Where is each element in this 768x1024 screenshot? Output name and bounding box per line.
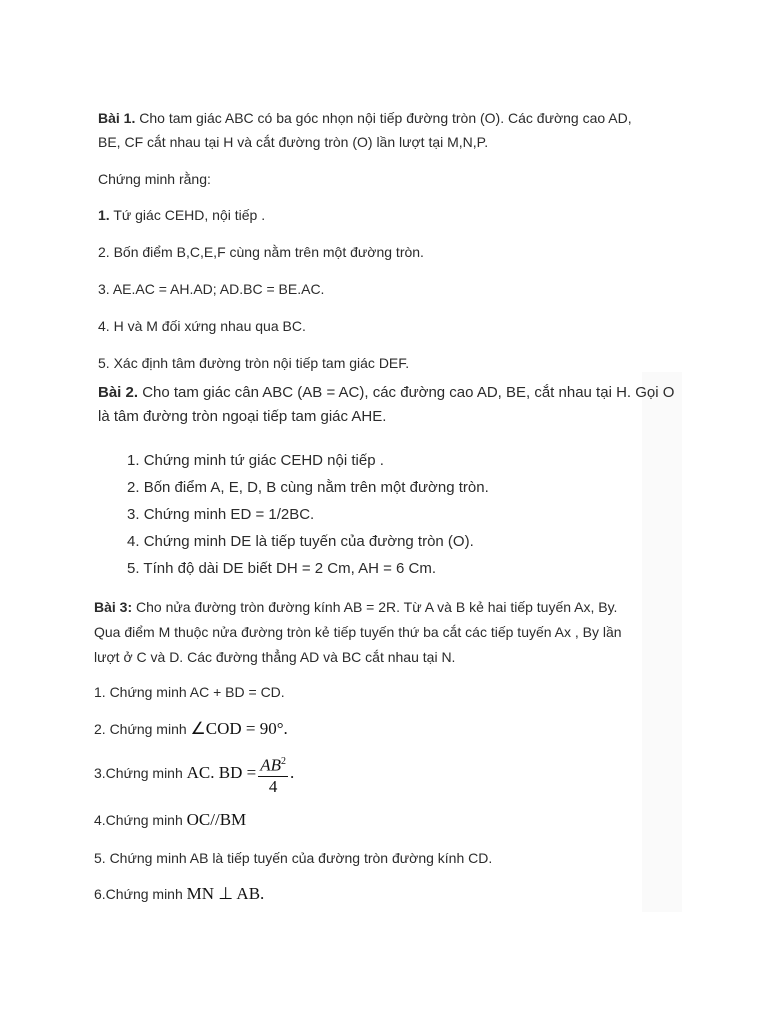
bai1-intro-line1: Cho tam giác ABC có ba góc nhọn nội tiếp đường tròn (O). Các đường cao AD, [139, 110, 632, 126]
bai2-list [127, 449, 489, 584]
bai2-item-3: 3. Chứng minh ED = 1/2BC. [127, 506, 315, 523]
bai2-item-4: 4. Chứng minh DE là tiếp tuyến của đường tròn (O). [127, 533, 474, 550]
bai2-intro-line2: là tâm đường tròn ngoại tiếp tam giác AHE. [98, 408, 387, 425]
bai1-item-2: 2. Bốn điểm B,C,E,F cùng nằm trên một đường tròn. [98, 244, 424, 260]
bai1-item-4: 4. H và M đối xứng nhau qua BC. [98, 318, 306, 334]
bai3-item-3-math: AC. BD = [186, 763, 257, 783]
bai2-item-2: 2. Bốn điểm A, E, D, B cùng nằm trên một đường tròn. [127, 479, 489, 496]
scan-shade [642, 372, 682, 912]
bai3-fraction: $\frac{AB^2}{4}$ [258, 752, 288, 797]
bai3-intro-line1: Cho nửa đường tròn đường kính AB = 2R. Từ A và B kẻ hai tiếp tuyến Ax, By. [136, 599, 618, 615]
bai2-intro-line1: Cho tam giác cân ABC (AB = AC), các đường cao AD, BE, cắt nhau tại H. Gọi O [142, 384, 675, 401]
bai1-title: Bài 1. [98, 110, 136, 126]
bai3-item-6-math: MN ⊥ AB. [186, 884, 265, 903]
bai3-item-4: 4.Chứng minh OC//BM [94, 810, 247, 829]
bai2-item-1: 1. Chứng minh tứ giác CEHD nội tiếp . [127, 452, 384, 469]
bai1-prove: Chứng minh rằng: [98, 171, 211, 187]
bai1-item-5: 5. Xác định tâm đường tròn nội tiếp tam giác DEF. [98, 355, 410, 371]
bai3-item-4-math: OC//BM [186, 810, 247, 829]
bai3-title: Bài 3: [94, 599, 133, 615]
bai3-item-2-math: ∠COD = 90°. [190, 719, 288, 738]
bai3-item-2: 2. Chứng minh ∠COD = 90°. [94, 719, 288, 738]
bai3-intro-line2: Qua điểm M thuộc nửa đường tròn kẻ tiếp tuyến thứ ba cắt các tiếp tuyến Ax , By lần [94, 624, 622, 640]
bai3-item-3: 3.Chứng minh AC. BD = $\frac{AB^2}{4}$ . [94, 752, 294, 797]
bai1-intro [98, 106, 632, 154]
bai3-item-5: 5. Chứng minh AB là tiếp tuyến của đường tròn đường kính CD. [94, 850, 493, 866]
bai3-item-1: 1. Chứng minh AC + BD = CD. [94, 684, 285, 700]
bai2-title: Bài 2. [98, 384, 139, 401]
bai1-item-3: 3. AE.AC = AH.AD; AD.BC = BE.AC. [98, 281, 325, 297]
bai3-intro-line3: lượt ở C và D. Các đường thẳng AD và BC cắt nhau tại N. [94, 649, 456, 665]
bai1-intro-line2: BE, CF cắt nhau tại H và cắt đường tròn (O) lần lượt tại M,N,P. [98, 134, 489, 150]
bai2-intro [98, 381, 674, 429]
bai3-intro [94, 595, 622, 670]
bai1-item-1: 1. Tứ giác CEHD, nội tiếp . [98, 207, 266, 223]
bai3-item-6: 6.Chứng minh MN ⊥ AB. [94, 884, 265, 903]
bai2-item-5: 5. Tính độ dài DE biết DH = 2 Cm, AH = 6 Cm. [127, 560, 437, 577]
